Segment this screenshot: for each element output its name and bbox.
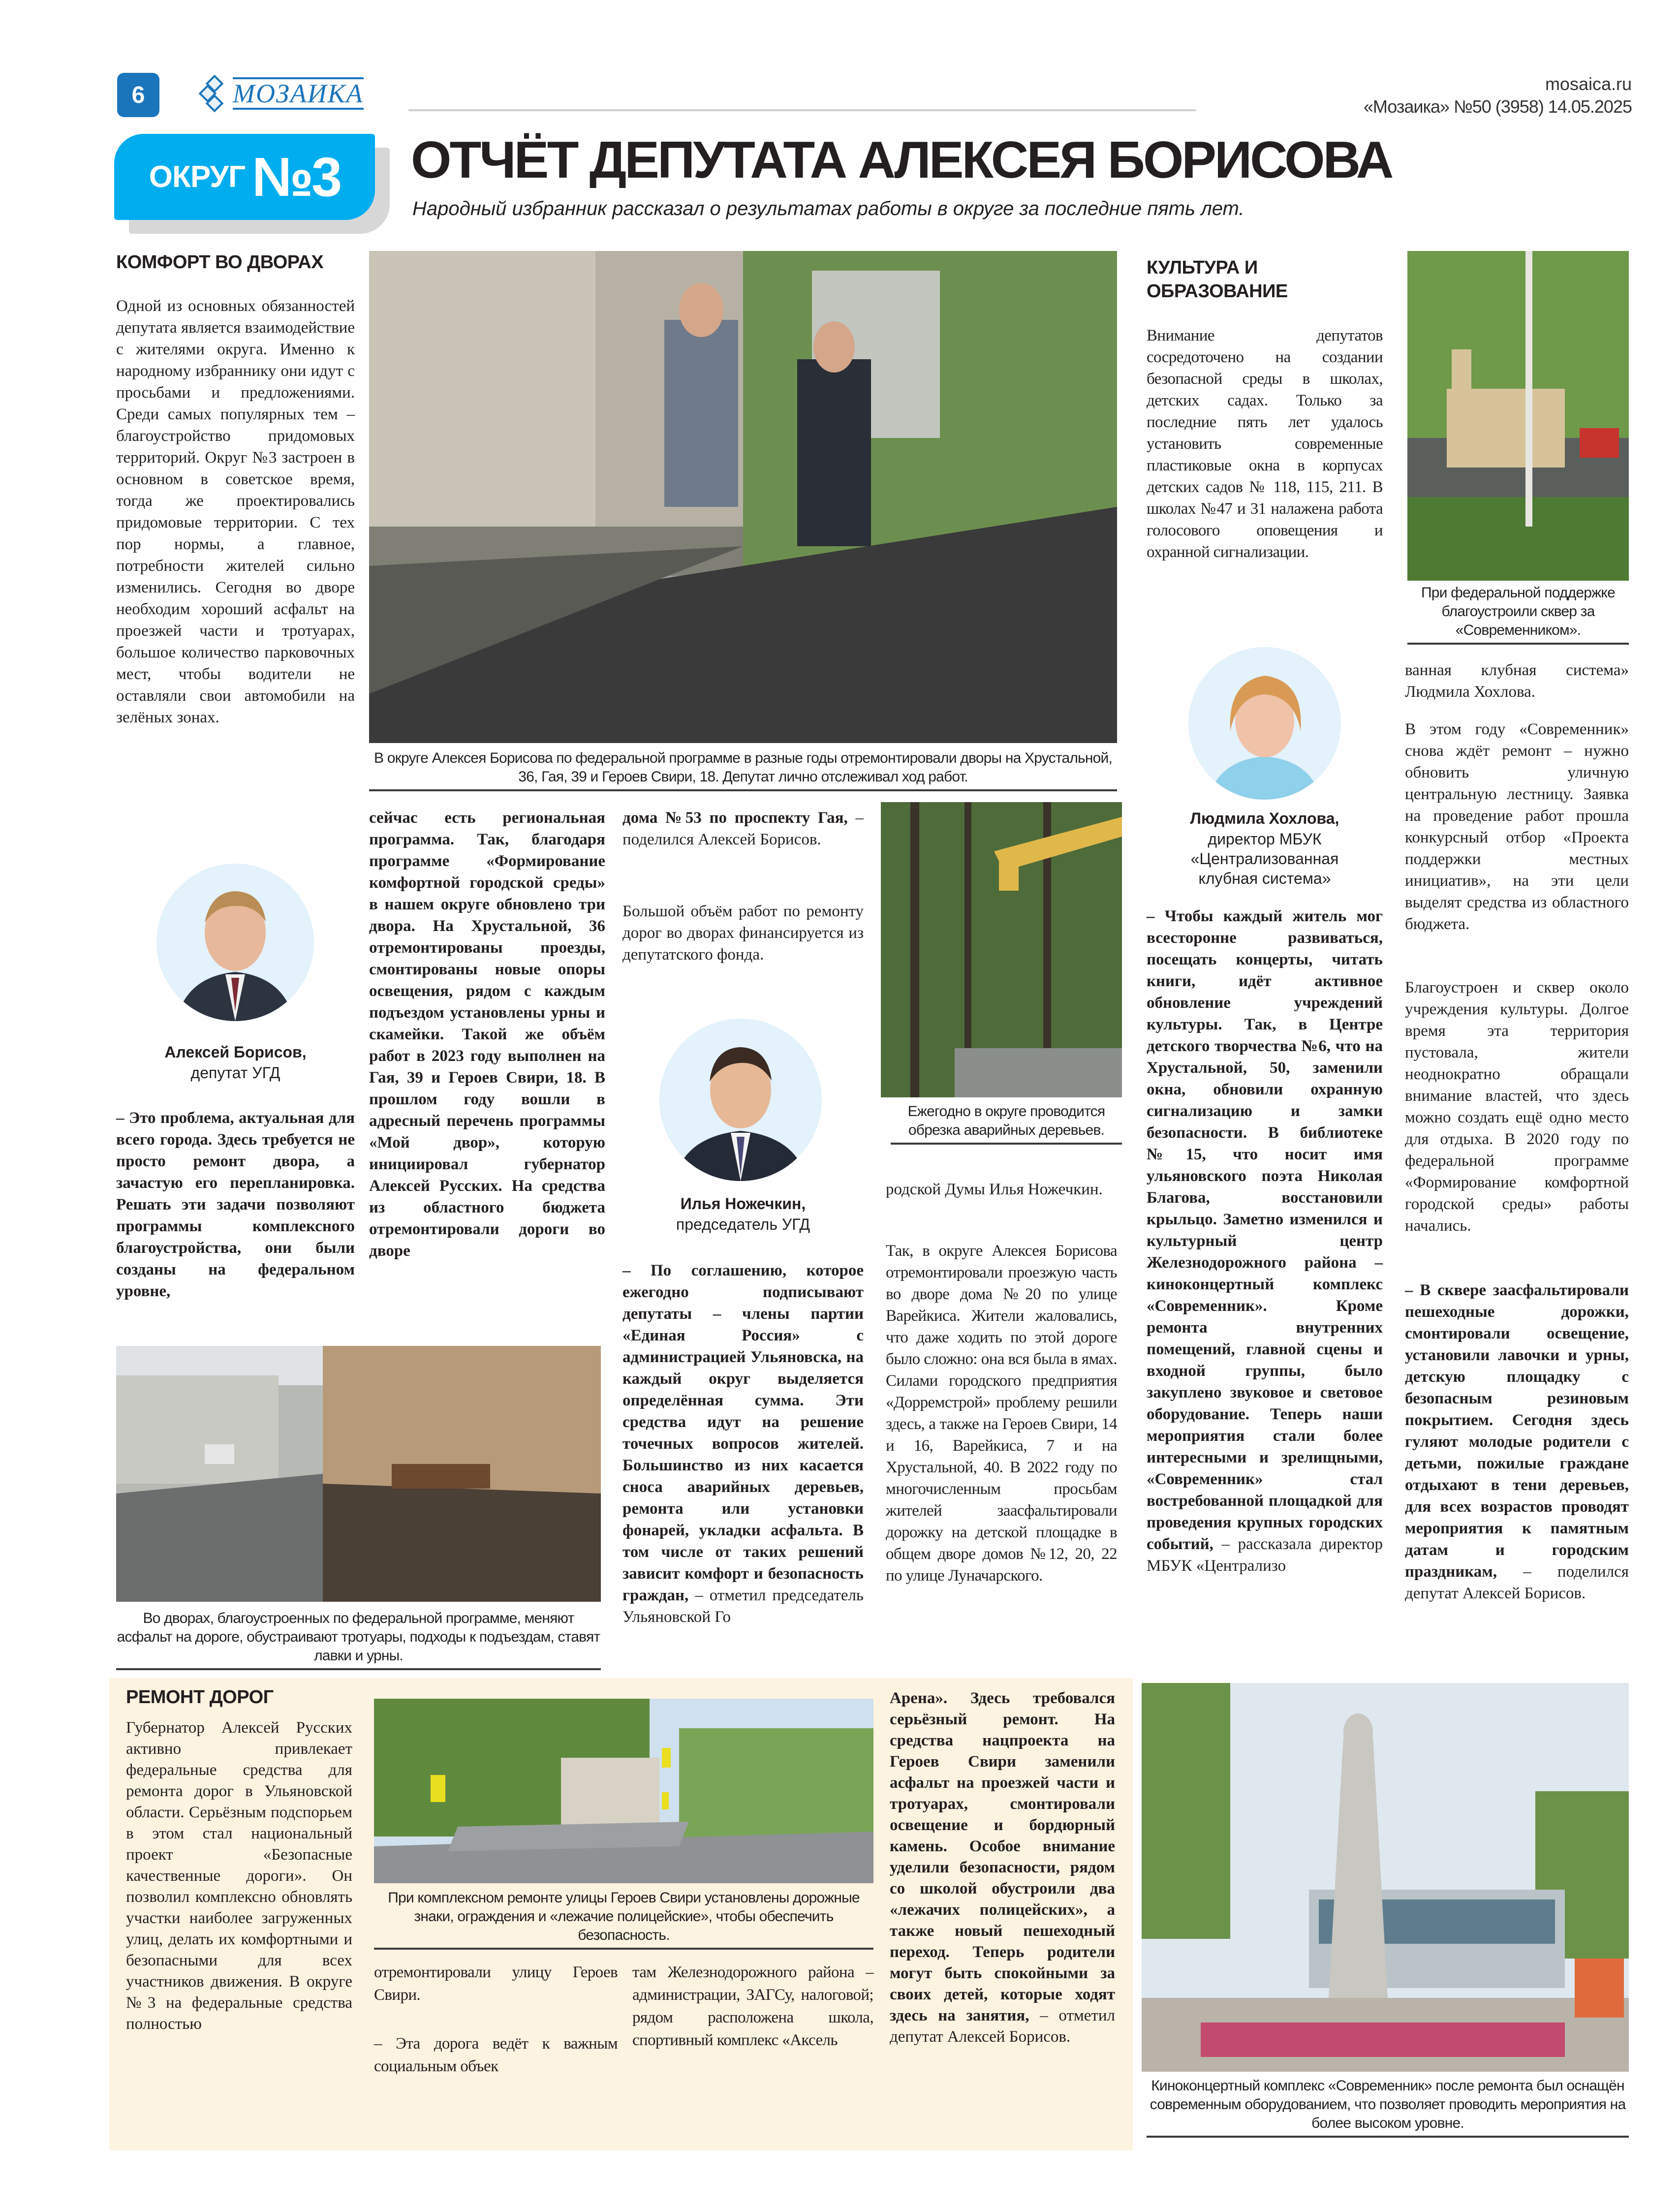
borisov-role: депутат УГД: [190, 1064, 280, 1082]
road-photo-caption: При комплексном ремонте улицы Героев Свири установлены дорожные знаки, ограждения и «лежачие полицейские», чтобы обеспечить безопасность.: [374, 1889, 873, 1950]
tree-photo-caption: Ежегодно в округе проводится обрезка аварийных деревьев.: [891, 1102, 1122, 1145]
square-quote-tail: – поделился депутат Алексей Борисов.: [1405, 1563, 1629, 1602]
nozhechkin-role: председатель УГД: [676, 1215, 810, 1233]
nozhechkin-quote-bold: – По соглашению, которое ежегодно подписывают депутаты – члены партии «Единая Россия» с администрацией Ульяновска, на каждый округ выделяется определённая сумма. Эти средства идут на решение точечных вопросов жителей. Большинство из них касается сноса аварийных деревьев, ремонта или установки фонарей, укладки асфальта. В том числе от таких решений зависит комфорт и безопасность граждан,: [622, 1262, 864, 1604]
park-photo-caption: При федеральной поддержке благоустроили сквер за «Современником».: [1407, 584, 1629, 645]
site-url[interactable]: mosaica.ru: [1545, 74, 1632, 94]
photo-image-icon: [369, 251, 1117, 743]
page-number: 6: [117, 73, 159, 117]
roads-intro: Губернатор Алексей Русских активно привлекает федеральные средства для ремонта дорог в Ульяновской области. Серьёзным подспорьем в этом стал национальный проект «Безопасные качественные дороги». Он позволил комплексно обновлять участки наиболее загруженных улиц, делать их комфортными и безопасными для всех участников движения. В округе №3 на федеральные средства полностью: [126, 1719, 352, 2033]
photo-image-icon: [1407, 251, 1629, 581]
issue-info: «Мозаика» №50 (3958) 14.05.2025: [1363, 96, 1632, 117]
khokhlova-quote-bold: – Чтобы каждый житель мог всесторонне развиваться, посещать концерты, читать книги, идёт активное обновление учреждений культуры. Так, в Центре детского творчества №6, что на Хрустальной, 50, заменили окна, обновили охранную сигнализацию и замки безопасности. В библиотеке №15, что носит имя ульяновского поэта Николая Благова, восстановили крыльцо. Заметно изменился и культурный центр Железнодорожного района – киноконцертный комплекс «Современник». Кроме ремонта внутренних помещений, главной сцены и входной группы, было закуплено звуковое и световое оборудование. Теперь наши мероприятия стали более интересными и зрелищными, «Современник» стал востребованной площадкой для проведения крупных городских событий,: [1147, 907, 1383, 1553]
nozhechkin-continuation: родской Думы Илья Ножечкин.: [886, 1181, 1103, 1198]
roads-continuation: отремонтировали улицу Героев Свири.: [374, 1963, 618, 2004]
district-label: ОКРУГ: [149, 160, 246, 194]
section-title-culture: КУЛЬТУРА И ОБРАЗОВАНИЕ: [1147, 257, 1288, 302]
borisov-quote-part1: – Это проблема, актуальная для всего города. Здесь требуется не просто ремонт двора, а зачастую его перепланировка. Решать эти задачи позволяют программы комплексного благоустройства, они были созданы на федеральном уровне,: [116, 1109, 355, 1300]
deputy-fund-paragraph: Большой объём работ по ремонту дорог во дворах финансируется из депутатского фонда.: [622, 902, 864, 964]
yard-photo-caption: Во дворах, благоустроенных по федеральной программе, меняют асфальт на дороге, обустраивают тротуары, подходы к подъездам, ставят лавки и урны.: [116, 1609, 601, 1670]
district-badge: [114, 134, 375, 220]
photo-image-icon: [1142, 1683, 1629, 2072]
main-photo-caption: В округе Алексея Борисова по федеральной программе в разные годы отремонтировали дворы на Хрустальной, 36, Гая, 39 и Героев Свири, 18. Депутат лично отслеживал ход работ.: [369, 749, 1117, 791]
sovremennik-repair-paragraph: В этом году «Современник» снова ждёт ремонт – нужно обновить уличную центральную лестницу. Заявка на проведение работ прошла конкурсный отбор «Проекта поддержки местных инициатив», на эти цели выделят средства из областного бюджета.: [1405, 720, 1629, 933]
borisov-portrait: [156, 864, 314, 1021]
photo-image-icon: [374, 1699, 873, 1883]
square-quote-bold: – В сквере заасфальтировали пешеходные дорожки, смонтировали освещение, установили лавочки и урны, детскую площадку с безопасным резиновым покрытием. Сегодня здесь гуляют молодые родители с детьми, пожилые граждане отдыхают в тени деревьев, для всех возрастов проводят мероприятия к памятным датам и городским праздникам,: [1405, 1281, 1629, 1581]
roads-quote-a: – Эта дорога ведёт к важным социальным объек: [374, 2035, 618, 2075]
subheadline: Народный избранник рассказал о результатах работы в округе за последние пять лет.: [412, 198, 1244, 219]
nozhechkin-quote-tail: – отметил председатель Ульяновской Го: [622, 1587, 864, 1626]
khokhlova-portrait: [1188, 647, 1341, 800]
varejkisa-paragraph: Так, в округе Алексея Борисова отремонтировали проезжую часть во дворе дома №20 по улице Варейкиса. Жители жаловались, что даже ходить по этой дороге было сложно: она вся была в ямах. Силами городского предприятия «Дорремстрой» проблему решили здесь, а также на Героев Свири, 14 и 16, Варейкиса, 7 и на Хрустальной, 40. В 2022 году по многочисленным просьбам жителей заасфальтировали дорожку на детской площадке в общем дворе домов №12, 20, 22 по улице Луначарского.: [886, 1242, 1117, 1585]
borisov-name: Алексей Борисов,: [164, 1043, 307, 1061]
roads-quote-tail: – отметил депутат Алексей Борисов.: [890, 2007, 1115, 2046]
borisov-quote-part3: [622, 807, 864, 850]
borisov-quote-part2: сейчас есть региональная программа. Так, благодаря программе «Формирование комфортной городской среды» в нашем округе обновлено три двора. На Хрустальной, 36 отремонтированы проезды, смонтированы новые опоры освещения, рядом с каждым подъездом установлены урны и скамейки. Такой же объём работ в 2023 году выполнен на Гая, 39 и Героев Свири, 18. В прошлом году вошли в адресный перечень программы «Мой двор», которую инициировал губернатор Алексей Русских. На средства из областного бюджета отремонтировали дороги во дворе: [369, 809, 605, 1260]
khokhlova-quote-tail: – рассказала директор МБУК «Централизо: [1147, 1535, 1383, 1575]
square-quote: [1405, 1279, 1629, 1604]
cubes-logo-icon: [199, 76, 229, 111]
culture-intro: Внимание депутатов сосредоточено на создании безопасной среды в школах, детских садах. Только за последние пять лет удалось установить современные пластиковые окна в корпусах детских садов № 118, 115, 211. В школах №47 и 31 налажена работа голосового оповещения и охранной сигнализации.: [1147, 327, 1383, 561]
khokhlova-role: директор МБУК «Централизованная клубная система»: [1190, 830, 1339, 887]
person-photo-icon: [659, 1019, 822, 1181]
person-photo-icon: [156, 864, 314, 1021]
tree-pruning-photo: [881, 802, 1122, 1097]
square-paragraph: Благоустроен и сквер около учреждения культуры. Долгое время эта территория пустовала, жители неоднократно обращали внимание властей, что здесь можно создать ещё одно место для отдыха. В 2020 году по федеральной программе «Формирование комфортной городской среды» работы начались.: [1405, 979, 1629, 1235]
khokhlova-continuation: ванная клубная система» Людмила Хохлова.: [1405, 661, 1629, 701]
section-title-comfort: КОМФОРТ ВО ДВОРАХ: [116, 252, 324, 273]
borisov-quote-part3-tail: – поделился Алексей Борисов.: [622, 809, 864, 848]
logo-wordmark: МОЗАИКА: [233, 77, 364, 110]
person-photo-icon: [1188, 647, 1341, 800]
newspaper-logo[interactable]: [199, 74, 376, 113]
main-photo-deputies-walking: [369, 251, 1117, 743]
roads-quote-c-bold: Арена». Здесь требовался серьёзный ремонт. На средства нацпроекта на Героев Свири заменили асфальт на проезжей части и тротуарах, смонтировали освещение и бордюрный камень. Особое внимание уделили безопасности, рядом со школой обустроили два «лежачих полицейских», а также новый пешеходный переход. Теперь родители могут быть спокойными за своих детей, которые ходят здесь на занятия,: [890, 1689, 1115, 2024]
park-square-photo: [1407, 251, 1629, 581]
khokhlova-name: Людмила Хохлова,: [1190, 809, 1339, 827]
roads-quote-c: [890, 1688, 1115, 2048]
sovremennik-cinema-photo: [1142, 1683, 1629, 2072]
yard-photo: [116, 1346, 601, 1602]
headline: ОТЧЁТ ДЕПУТАТА АЛЕКСЕЯ БОРИСОВА: [411, 131, 1392, 189]
cinema-photo-caption: Киноконцертный комплекс «Современник» после ремонта был оснащён современным оборудованием, что позволяет проводить мероприятия на более высоком уровне.: [1147, 2077, 1629, 2138]
comfort-intro: Одной из основных обязанностей депутата является взаимодействие с жителями округа. Именно к народному избраннику они идут с просьбами и предложениями. Среди самых популярных тем – благоустройство придомовых территорий. Округ №3 застроен в основном в советское время, тогда же проектировались придомовые территории. С тех пор нормы, а главное, потребности жителей сильно изменились. Сегодня во дворе необходим хороший асфальт на проезжей части и тротуарах, большое количество парковочных мест, чтобы водители не оставляли свои автомобили на зелёных зонах.: [116, 297, 355, 726]
borisov-quote-part3-bold: дома №53 по проспекту Гая,: [622, 809, 848, 827]
photo-image-icon: [881, 802, 1122, 1097]
roads-quote-b: там Железнодорожного района – администрации, ЗАГСу, налоговой; рядом расположена школа, спортивный комплекс «Аксель: [632, 1963, 873, 2049]
header-divider: [408, 109, 1196, 111]
nozhechkin-quote: [622, 1260, 864, 1628]
photo-image-icon: [116, 1346, 601, 1602]
geroev-sviri-road-photo: [374, 1699, 873, 1883]
district-number: №3: [252, 146, 341, 208]
nozhechkin-name: Илья Ножечкин,: [680, 1195, 806, 1213]
khokhlova-quote: [1147, 905, 1383, 1577]
nozhechkin-portrait: [659, 1019, 822, 1181]
section-title-roads: РЕМОНТ ДОРОГ: [126, 1687, 274, 1708]
